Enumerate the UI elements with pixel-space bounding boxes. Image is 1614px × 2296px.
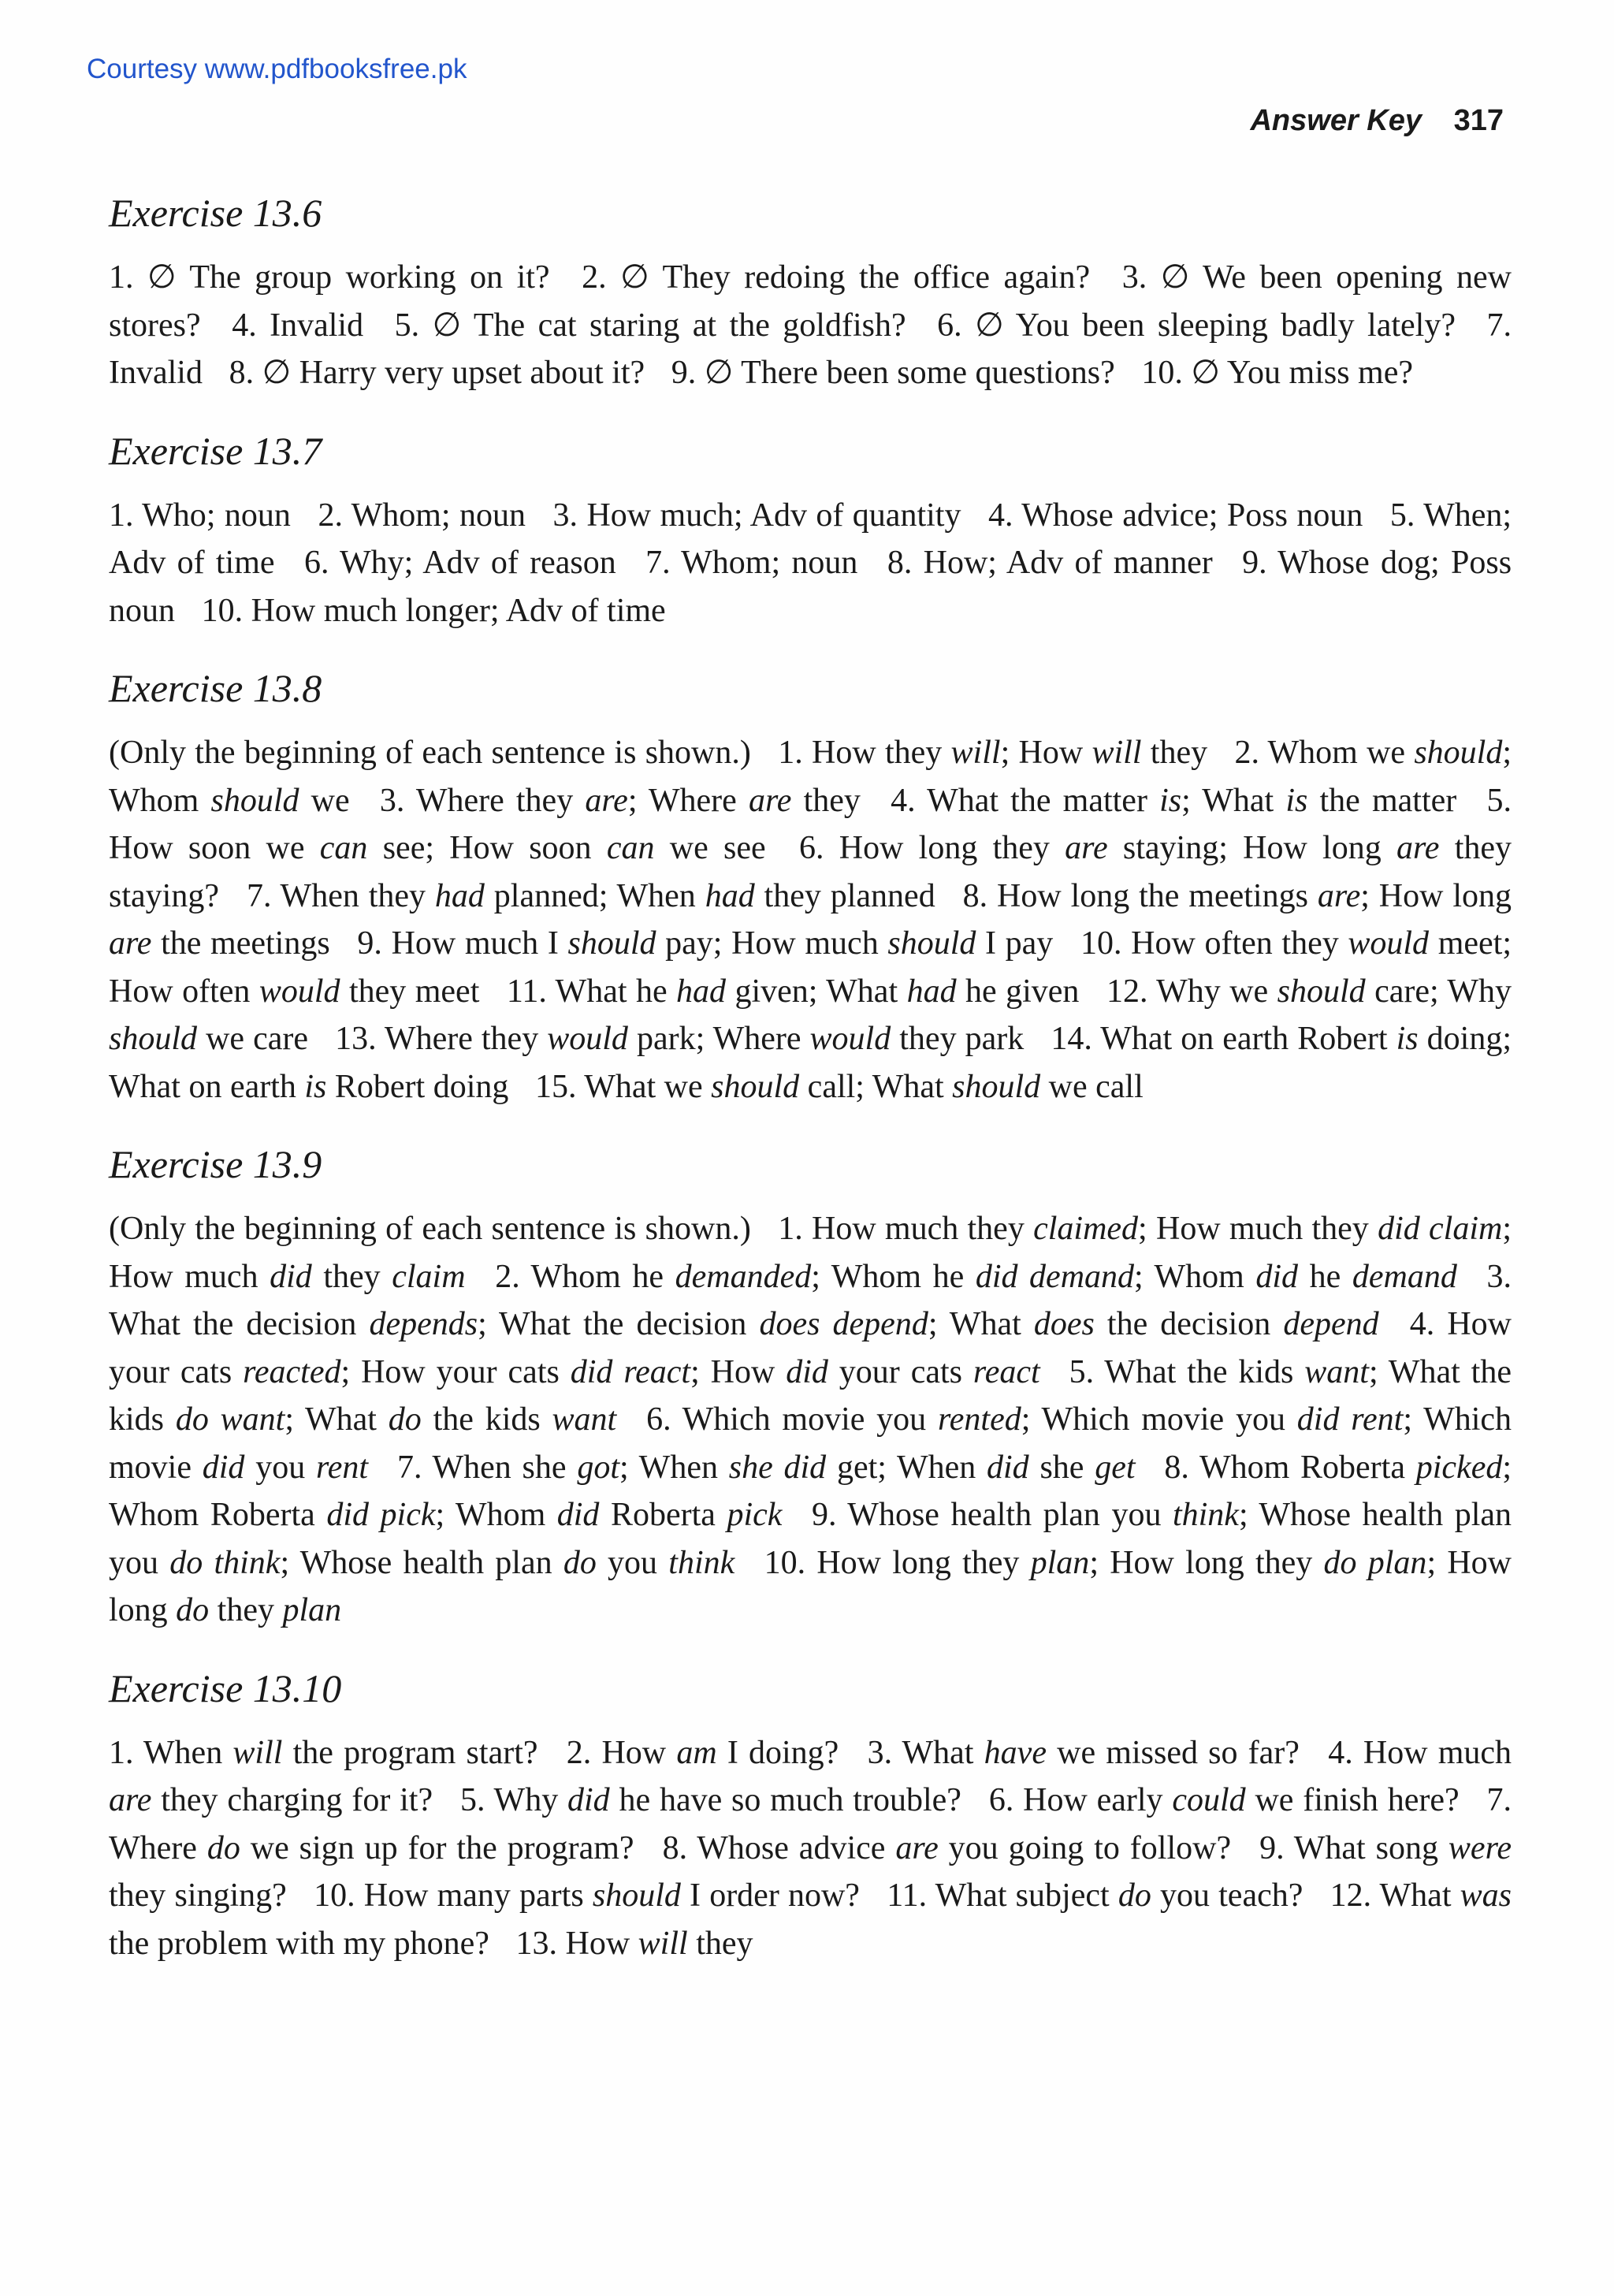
answer-item: 12. Why we should care; Why should we care <box>109 973 1512 1057</box>
answer-item: 10. ∅ You miss me? <box>1141 355 1414 391</box>
answer-item: 14. What on earth Robert is doing; What on earth is Robert doing <box>109 1021 1512 1105</box>
answer-item: 4. How your cats reacted; How your cats did react; How did your cats react <box>109 1306 1512 1390</box>
answer-item: 2. Whom we should; Whom should we <box>109 735 1512 819</box>
answer-item: 10. How much longer; Adv of time <box>201 592 666 629</box>
answer-item: 5. What the kids want; What the kids do want; What do the kids want <box>109 1353 1512 1438</box>
answer-item: 3. What the decision depends; What the decision does depend; What does the decision depend <box>109 1258 1512 1342</box>
answer-item: 4. How much are they charging for it? <box>109 1734 1512 1818</box>
page-number: 317 <box>1453 104 1504 137</box>
answer-item: 6. Which movie you rented; Which movie you did rent; Which movie did you rent <box>109 1401 1512 1486</box>
exercise-answers <box>109 1729 1512 1968</box>
exercise-section <box>109 664 1512 1111</box>
answer-item: 3. Where they are; Where are they <box>379 782 861 819</box>
exercise-title: Exercise 13.10 <box>109 1665 342 1710</box>
answer-item: 5. ∅ The cat staring at the goldfish? <box>394 307 906 344</box>
answer-item: 9. How much I should pay; How much should I pay <box>357 925 1054 962</box>
answer-item: 7. When she got; When she did get; When did she get <box>396 1449 1136 1486</box>
answer-item: 8. Whom Roberta picked; Whom Roberta did pick; Whom did Roberta pick <box>109 1449 1512 1533</box>
answer-item: 4. Whose advice; Poss noun <box>988 497 1363 534</box>
answer-item: 11. What he had given; What had he given <box>506 973 1080 1010</box>
answer-item: 5. How soon we can see; How soon can we see <box>109 782 1512 866</box>
exercise-title: Exercise 13.8 <box>109 666 322 710</box>
exercise-answers <box>109 492 1512 635</box>
answer-item: 7. When they had planned; When had they planned <box>246 877 935 914</box>
answer-item: 9. Whose dog; Poss noun <box>109 545 1512 629</box>
exercise-section <box>109 1665 1512 1968</box>
answer-item: 13. How will they <box>515 1925 753 1962</box>
exercise-answers <box>109 729 1512 1111</box>
answer-item: 15. What we should call; What should we call <box>534 1068 1144 1105</box>
answer-item: (Only the beginning of each sentence is shown.) <box>109 1211 751 1247</box>
exercise-title: Exercise 13.6 <box>109 191 322 235</box>
courtesy-watermark: Courtesy www.pdfbooksfree.pk <box>87 54 467 84</box>
answer-item: 8. ∅ Harry very upset about it? <box>229 355 645 391</box>
answer-item: 7. Whom; noun <box>645 545 858 581</box>
exercise-section <box>109 189 1512 397</box>
answer-item: 1. ∅ The group working on it? <box>109 259 550 296</box>
answer-item: 2. Whom he demanded; Whom he did demand; Whom did he demand <box>495 1258 1457 1295</box>
answer-item: 6. How long they are staying; How long are they staying? <box>109 830 1512 914</box>
answer-item: 2. ∅ They redoing the office again? <box>582 259 1091 296</box>
answer-item: 7. Invalid <box>109 307 1512 391</box>
answer-item: 3. What have we missed so far? <box>867 1734 1300 1771</box>
answer-item: 3. ∅ We been opening new stores? <box>109 259 1512 344</box>
answer-item: 3. How much; Adv of quantity <box>552 497 961 534</box>
running-head <box>1250 104 1504 138</box>
answer-item: 8. How; Adv of manner <box>887 545 1213 581</box>
answer-item: 6. ∅ You been sleeping badly lately? <box>937 307 1456 344</box>
answer-item: 5. Why did he have so much trouble? <box>460 1782 961 1818</box>
answer-item: 9. What song were they singing? <box>109 1829 1512 1914</box>
answer-item: 10. How long they plan; How long they do plan; How long do they plan <box>109 1544 1512 1628</box>
exercise-title: Exercise 13.7 <box>109 428 322 473</box>
answer-item: 12. What was the problem with my phone? <box>109 1877 1512 1962</box>
exercise-answers <box>109 1205 1512 1635</box>
exercise-answers <box>109 254 1512 397</box>
answer-item: 1. Who; noun <box>109 497 291 534</box>
answer-item: 9. Whose health plan you think; Whose health plan you do think; Whose health plan do you think <box>109 1497 1512 1581</box>
answer-item: 4. Invalid <box>232 307 364 344</box>
answer-item: 10. How often they would meet; How often would they meet <box>109 925 1512 1010</box>
running-title: Answer Key <box>1250 104 1422 137</box>
answer-item: 4. What the matter is; What is the matter <box>891 782 1457 819</box>
answer-item: 2. Whom; noun <box>318 497 526 534</box>
answer-item: 8. How long the meetings are; How long are the meetings <box>109 877 1512 962</box>
answer-item: 9. ∅ There been some questions? <box>671 355 1115 391</box>
answer-item: 8. Whose advice are you going to follow? <box>662 1829 1232 1866</box>
answer-item: 11. What subject do you teach? <box>887 1877 1303 1914</box>
answer-item: (Only the beginning of each sentence is shown.) <box>109 735 751 771</box>
answer-item: 2. How am I doing? <box>566 1734 839 1771</box>
exercise-section <box>109 1141 1512 1635</box>
answer-key-content <box>109 189 1512 1997</box>
answer-item: 13. Where they would park; Where would they park <box>335 1021 1025 1057</box>
answer-item: 6. How early could we finish here? <box>988 1782 1460 1818</box>
answer-item: 7. Where do we sign up for the program? <box>109 1782 1512 1866</box>
exercise-section <box>109 427 1512 635</box>
answer-item: 1. How much they claimed; How much they did claim; How much did they claim <box>109 1211 1512 1295</box>
answer-item: 1. How they will; How will they <box>778 735 1208 771</box>
answer-item: 1. When will the program start? <box>109 1734 538 1771</box>
answer-item: 10. How many parts should I order now? <box>314 1877 860 1914</box>
answer-item: 6. Why; Adv of reason <box>303 545 616 581</box>
answer-item: 5. When; Adv of time <box>109 497 1512 581</box>
exercise-title: Exercise 13.9 <box>109 1142 322 1186</box>
